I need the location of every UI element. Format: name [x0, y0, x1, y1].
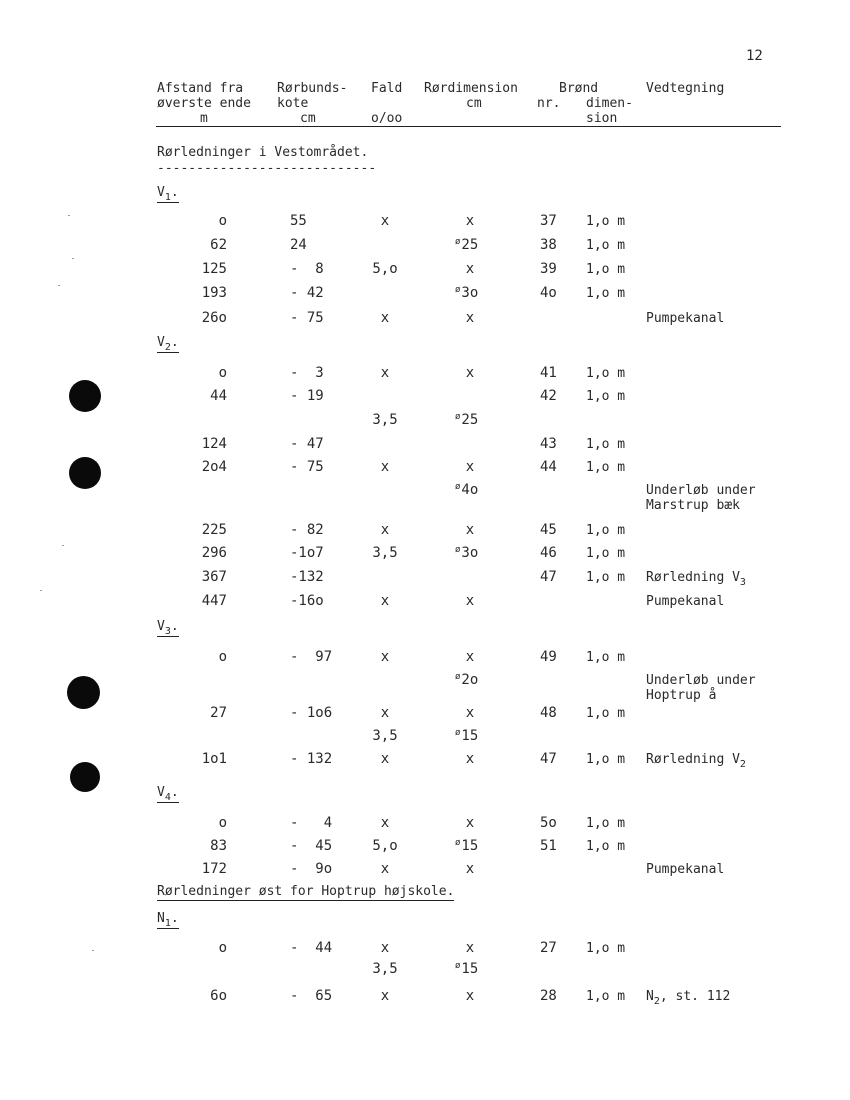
well-size-cell: 1,o m: [586, 650, 626, 665]
diameter-symbol: ø: [455, 672, 461, 682]
dimension-cell: x: [465, 365, 475, 381]
kote-cell: - 97: [290, 649, 333, 665]
group-label-v3: $V_3$.: [157, 619, 179, 637]
well-size-cell: 1,o m: [586, 214, 626, 229]
note-text: Rørledning V: [646, 752, 740, 767]
distance-cell: 125: [201, 261, 227, 277]
distance-cell: 83: [210, 838, 227, 854]
dimension-value: 25: [461, 412, 479, 428]
well-number-cell: 38: [540, 237, 557, 253]
dimension-value: 15: [461, 961, 479, 977]
well-number-cell: 44: [540, 459, 557, 475]
speck: [58, 285, 60, 286]
diameter-symbol: ø: [455, 545, 461, 555]
note-subscript: 2: [739, 759, 746, 770]
distance-cell: 2o4: [201, 459, 227, 475]
kote-cell: 55: [290, 213, 307, 229]
fall-cell: 5,o: [372, 838, 398, 854]
section-title-west: Rørledninger i Vestområdet.: [157, 145, 369, 160]
kote-cell: - 45: [290, 838, 333, 854]
well-size-cell: 1,o m: [586, 262, 626, 277]
note-text: Rørledning V: [646, 570, 740, 585]
section-underline-west: ----------------------------: [157, 161, 377, 176]
well-number-cell: 48: [540, 705, 557, 721]
distance-cell: 27: [210, 705, 227, 721]
dimension-cell: x: [465, 861, 475, 877]
well-number-cell: 51: [540, 838, 557, 854]
dimension-value: 15: [461, 728, 479, 744]
dimension-value: 2o: [461, 672, 479, 688]
dimension-value: 3o: [461, 285, 479, 301]
note-cell: [646, 674, 756, 688]
kote-cell: - 65: [290, 988, 333, 1004]
diameter-symbol: ø: [455, 237, 461, 247]
dimension-cell: [455, 546, 478, 562]
distance-cell: 296: [201, 545, 227, 561]
fall-cell: x: [380, 705, 390, 721]
kote-cell: 24: [290, 237, 307, 253]
well-number-cell: 5o: [540, 815, 557, 831]
dimension-cell: [455, 286, 478, 302]
distance-cell: o: [218, 815, 227, 831]
header-rule: [156, 126, 781, 127]
diameter-symbol: ø: [455, 482, 461, 492]
kote-cell: - 19: [290, 388, 324, 404]
binder-hole-1: [69, 380, 101, 412]
well-number-cell: 37: [540, 213, 557, 229]
well-size-cell: 1,o m: [586, 460, 626, 475]
note-text: N: [646, 989, 654, 1004]
kote-cell: - 3: [290, 365, 324, 381]
fall-cell: x: [380, 751, 390, 767]
binder-hole-3: [67, 676, 100, 709]
well-number-cell: 28: [540, 988, 557, 1004]
dimension-cell: [455, 729, 478, 745]
note-text: Pumpekanal: [646, 594, 725, 609]
note-text: Underløb under: [646, 483, 756, 498]
note-cell: [646, 484, 756, 498]
dimension-cell: x: [465, 940, 475, 956]
fall-cell: 3,5: [372, 545, 398, 561]
dimension-value: 15: [461, 838, 479, 854]
fall-cell: 3,5: [372, 961, 398, 977]
well-size-cell: 1,o m: [586, 941, 626, 956]
note-text: Pumpekanal: [646, 311, 725, 326]
dimension-cell: x: [465, 705, 475, 721]
page-number: 12: [746, 48, 763, 64]
note-tail: , st. 112: [659, 989, 731, 1004]
note-cell: [646, 571, 746, 586]
group-label-v1: $V_1$.: [157, 185, 179, 203]
diameter-symbol: ø: [455, 728, 461, 738]
dimension-cell: [455, 673, 478, 689]
note-cell: [646, 990, 730, 1005]
fall-cell: 3,5: [372, 412, 398, 428]
distance-cell: o: [218, 213, 227, 229]
distance-cell: 193: [201, 285, 227, 301]
speck: [68, 215, 70, 216]
speck: [72, 258, 74, 259]
dimension-cell: [455, 413, 478, 429]
group-label-v2: $V_2$.: [157, 335, 179, 353]
well-size-cell: 1,o m: [586, 706, 626, 721]
dimension-cell: x: [465, 751, 475, 767]
dimension-value: 3o: [461, 545, 479, 561]
fall-cell: x: [380, 940, 390, 956]
well-size-cell: 1,o m: [586, 366, 626, 381]
binder-hole-4: [70, 762, 100, 792]
fall-cell: 3,5: [372, 728, 398, 744]
dimension-cell: [455, 962, 478, 978]
header-well-nr: nr.: [537, 96, 561, 111]
kote-cell: -1o7: [290, 545, 324, 561]
distance-cell: 6o: [210, 988, 227, 1004]
diameter-symbol: ø: [455, 838, 461, 848]
fall-cell: x: [380, 365, 390, 381]
well-size-cell: 1,o m: [586, 816, 626, 831]
diameter-symbol: ø: [455, 961, 461, 971]
dimension-cell: x: [465, 459, 475, 475]
note-cell: [646, 312, 724, 326]
well-number-cell: 49: [540, 649, 557, 665]
kote-cell: - 4: [290, 815, 333, 831]
distance-cell: 172: [201, 861, 227, 877]
distance-cell: 447: [201, 593, 227, 609]
well-number-cell: 27: [540, 940, 557, 956]
distance-cell: 367: [201, 569, 227, 585]
fall-cell: x: [380, 213, 390, 229]
dimension-cell: x: [465, 988, 475, 1004]
kote-cell: - 75: [290, 310, 324, 326]
header-well-dimension: dimen-: [586, 96, 633, 111]
kote-cell: - 42: [290, 285, 324, 301]
header-note: Vedtegning: [646, 81, 725, 96]
kote-cell: -16o: [290, 593, 324, 609]
well-size-cell: 1,o m: [586, 437, 626, 452]
speck: [62, 545, 64, 546]
kote-cell: - 82: [290, 522, 324, 538]
well-number-cell: 39: [540, 261, 557, 277]
header-kote: Rørbunds-: [277, 81, 348, 96]
dimension-cell: [455, 238, 478, 254]
header-distance: Afstand fra: [157, 81, 244, 96]
well-number-cell: 41: [540, 365, 557, 381]
kote-cell: - 75: [290, 459, 324, 475]
kote-cell: - 1o6: [290, 705, 333, 721]
distance-cell: o: [218, 940, 227, 956]
well-size-cell: 1,o m: [586, 238, 626, 253]
dimension-cell: [455, 839, 478, 855]
note-text: Pumpekanal: [646, 862, 725, 877]
well-number-cell: 4o: [540, 285, 557, 301]
fall-cell: x: [380, 459, 390, 475]
dimension-value: 4o: [461, 482, 479, 498]
dimension-cell: x: [465, 593, 475, 609]
dimension-cell: x: [465, 213, 475, 229]
kote-cell: - 44: [290, 940, 333, 956]
dimension-cell: x: [465, 649, 475, 665]
header-fald-unit: o/oo: [371, 111, 403, 126]
well-number-cell: 47: [540, 569, 557, 585]
note-cell: [646, 753, 746, 768]
header-kote-2: kote: [277, 96, 309, 111]
diameter-symbol: ø: [455, 285, 461, 295]
note-subscript: 2: [653, 996, 660, 1007]
note-text: Underløb under: [646, 673, 756, 688]
dimension-cell: x: [465, 815, 475, 831]
fall-cell: x: [380, 593, 390, 609]
header-dimension: Rørdimension: [424, 81, 518, 96]
distance-cell: 44: [210, 388, 227, 404]
speck: [92, 950, 94, 951]
speck: [40, 590, 42, 591]
fall-cell: x: [380, 861, 390, 877]
dimension-cell: x: [465, 522, 475, 538]
note-cell: [646, 863, 724, 877]
kote-cell: - 47: [290, 436, 324, 452]
fall-cell: x: [380, 988, 390, 1004]
header-dimension-unit: cm: [466, 96, 482, 111]
kote-cell: - 8: [290, 261, 324, 277]
well-number-cell: 47: [540, 751, 557, 767]
dimension-value: 25: [461, 237, 479, 253]
distance-cell: o: [218, 649, 227, 665]
distance-cell: 124: [201, 436, 227, 452]
dimension-cell: [455, 483, 478, 499]
distance-cell: 62: [210, 237, 227, 253]
well-size-cell: 1,o m: [586, 839, 626, 854]
fall-cell: x: [380, 649, 390, 665]
dimension-cell: x: [465, 310, 475, 326]
group-label-n1: $N_1$.: [157, 911, 179, 929]
diameter-symbol: ø: [455, 412, 461, 422]
note-cell: [646, 595, 724, 609]
well-size-cell: 1,o m: [586, 989, 626, 1004]
well-size-cell: 1,o m: [586, 570, 626, 585]
kote-cell: -132: [290, 569, 324, 585]
kote-cell: - 132: [290, 751, 333, 767]
note-subscript: 3: [739, 577, 746, 588]
dimension-cell: x: [465, 261, 475, 277]
note-cell-line2: Marstrup bæk: [646, 498, 740, 513]
header-fald: Fald: [371, 81, 403, 96]
well-size-cell: 1,o m: [586, 286, 626, 301]
fall-cell: x: [380, 310, 390, 326]
well-number-cell: 45: [540, 522, 557, 538]
distance-cell: 225: [201, 522, 227, 538]
distance-cell: o: [218, 365, 227, 381]
well-size-cell: 1,o m: [586, 523, 626, 538]
well-number-cell: 46: [540, 545, 557, 561]
fall-cell: x: [380, 815, 390, 831]
header-well-dimension-2: sion: [586, 111, 618, 126]
group-label-v4: $V_4$.: [157, 785, 179, 803]
well-number-cell: 43: [540, 436, 557, 452]
section-title-east: Rørledninger øst for Hoptrup højskole.: [157, 884, 455, 899]
fall-cell: x: [380, 522, 390, 538]
well-size-cell: 1,o m: [586, 752, 626, 767]
well-size-cell: 1,o m: [586, 546, 626, 561]
well-number-cell: 42: [540, 388, 557, 404]
header-distance-unit: m: [200, 111, 208, 126]
header-kote-unit: cm: [300, 111, 316, 126]
binder-hole-2: [69, 457, 101, 489]
distance-cell: 1o1: [201, 751, 227, 767]
note-cell-line2: Hoptrup å: [646, 688, 717, 703]
well-size-cell: 1,o m: [586, 389, 626, 404]
fall-cell: 5,o: [372, 261, 398, 277]
header-well: Brønd: [559, 81, 599, 96]
distance-cell: 26o: [201, 310, 227, 326]
header-distance-2: øverste ende: [157, 96, 251, 111]
kote-cell: - 9o: [290, 861, 333, 877]
